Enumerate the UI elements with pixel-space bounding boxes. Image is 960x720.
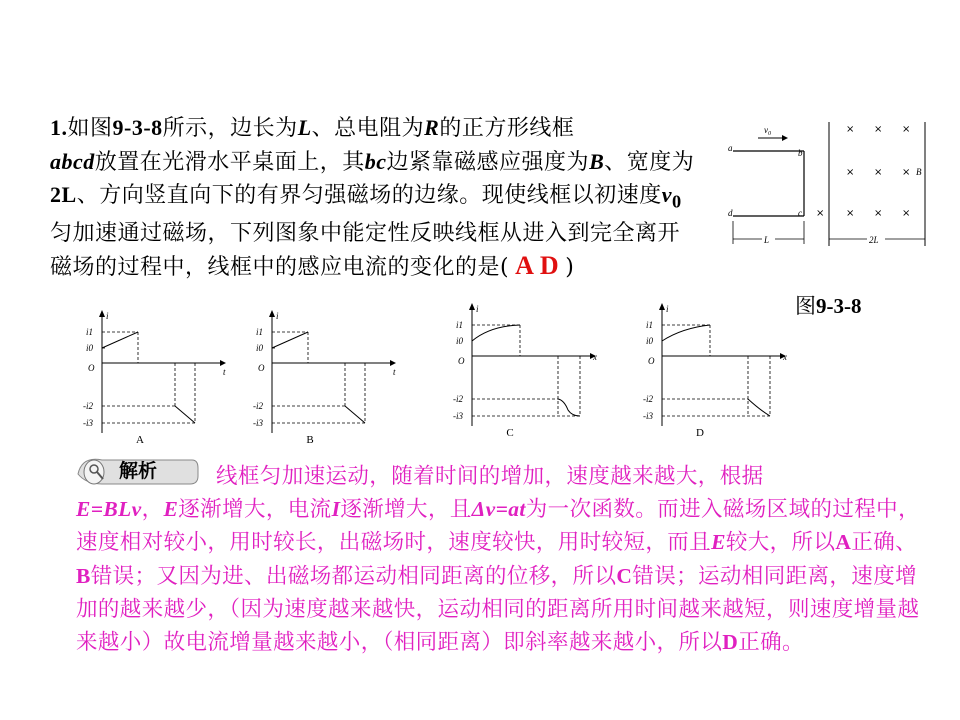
figure-caption: 图9-3-8 (795, 294, 862, 318)
tick-label: i0 (456, 336, 464, 346)
x-axis-label: t (393, 367, 396, 377)
tick-label: -i3 (643, 411, 653, 421)
tick-label: -i3 (83, 418, 93, 428)
tick-label: i1 (86, 327, 94, 337)
x-axis-label: x (783, 352, 787, 362)
y-axis-label: i (666, 304, 669, 314)
graph-B (250, 305, 425, 445)
x-axis-label: x (593, 352, 597, 362)
svg-text:c: c (798, 208, 802, 218)
tick-label: -i3 (453, 411, 463, 421)
tick-label: -i2 (453, 394, 463, 404)
tick-label: i1 (646, 320, 654, 330)
field-cross: × (874, 208, 883, 219)
graph-A (80, 305, 255, 445)
svg-text:d: d (728, 208, 733, 218)
figure-diagram (720, 118, 940, 253)
field-cross: × (902, 167, 911, 178)
graph-D (640, 298, 815, 438)
field-cross: × (874, 167, 883, 178)
origin-label: O (258, 363, 265, 373)
origin-label: O (648, 356, 655, 366)
question-number: 1. (50, 115, 68, 140)
answer: A D (515, 251, 560, 281)
tick-label: -i2 (83, 401, 93, 411)
tick-label: i0 (86, 343, 94, 353)
question-text: 1.如图9-3-8所示，边长为L、总电阻为R的正方形线框 abcd放置在光滑水平桌面上，其bc边紧靠磁感应强度为B、宽度为2L、方向竖直向下的有界匀强磁场的边缘。现使线框以初速度$v_0$匀加速通过磁场，下列图象中能定性反映线框从进入到完全离开磁场的过程中，线框中的感应电流的变化的是( A D ) (50, 115, 695, 281)
field-cross: × (846, 124, 855, 135)
field-cross: × (816, 208, 825, 219)
field-cross: × (846, 208, 855, 219)
origin-label: O (458, 356, 465, 366)
tick-label: i1 (456, 320, 464, 330)
tick-label: -i3 (253, 418, 263, 428)
magnetic-field-crosses (816, 124, 910, 219)
y-axis-label: i (106, 311, 109, 321)
graph-caption: C (506, 427, 514, 439)
tick-label: -i2 (643, 394, 653, 404)
y-axis-label: i (276, 311, 279, 321)
graph-caption: B (306, 434, 314, 446)
svg-text:L: L (764, 235, 770, 245)
analysis-label: 解析 (119, 460, 158, 482)
x-axis-label: t (223, 367, 226, 377)
tick-label: -i2 (253, 401, 263, 411)
graph-caption: D (696, 427, 704, 439)
field-cross: × (902, 124, 911, 135)
tick-label: i1 (256, 327, 264, 337)
origin-label: O (88, 363, 95, 373)
field-cross: × (846, 167, 855, 178)
field-cross: × (874, 124, 883, 135)
svg-text:2L: 2L (869, 235, 879, 245)
tick-label: i0 (256, 343, 264, 353)
svg-text:b: b (798, 148, 803, 158)
analysis-text: 线框匀加速运动，随着时间的增加，速度越来越大，根据 E=BLv，E逐渐增大，电流I逐渐增大，且Δv=at为一次函数。而进入磁场区域的过程中，速度相对较小，用时较长，出磁场时，速度较快，用时较短，而且E较大，所以A正确、B错误；又因为进、出磁场都运动相同距离的位移，所以C错误；运动相同距离，速度增加的越来越少，（因为速度越来越快，运动相同的距离所用时间越来越短，则速度增量越来越小）故电流增量越来越小，（相同距离）即斜率越来越小，所以D正确。 (76, 464, 920, 656)
svg-text:a: a (728, 143, 733, 153)
tick-label: i0 (646, 336, 654, 346)
field-cross: × (902, 208, 911, 219)
graph-C (450, 298, 625, 438)
graph-caption: A (136, 434, 144, 446)
v0-label: $v_0$ (764, 125, 771, 137)
svg-text:B: B (916, 167, 922, 177)
y-axis-label: i (476, 304, 479, 314)
